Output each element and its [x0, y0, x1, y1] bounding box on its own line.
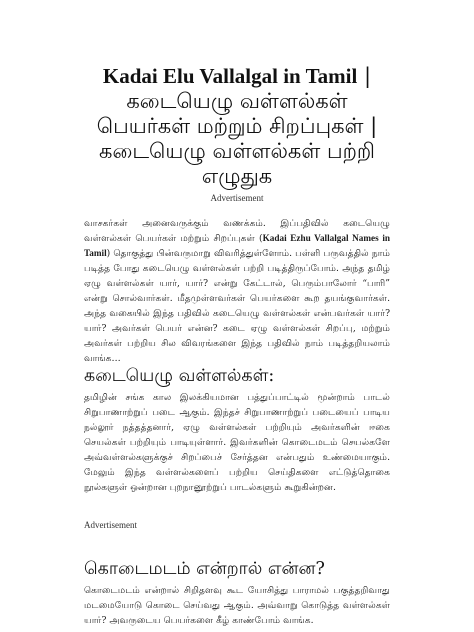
intro-text-part1: வாசகர்கள் அனைவருக்கும் வணக்கம். இப்பதிவில் கடையெழு வள்ளல்கள் பெயர்கள் மற்றும் சிறப்புகள் (: [84, 218, 390, 244]
intro-paragraph: [84, 216, 390, 366]
section-paragraph-kodaimadam: கொடைமடம் என்றால் சிறிதளவு கூட யோசித்து பாராமல் பகுத்தறிவாது மடமையோடு கொடை செய்வது ஆகும். அவ்வாறு கொடுத்த வள்ளல்கள் யார்? அவருடைய பெயர்களை கீழ் காண்போம் வாங்க.: [84, 585, 390, 626]
article-title-separator: |: [357, 64, 372, 88]
intro-text-part2: ) தொகுத்து பின்வருமாறு விவரித்துள்ளோம். பள்ளி பருவத்தில் நாம் படித்த போது கடையெழு வள்ளல்கள் பற்றி படித்திருப்போம். அந்த தமிழ் ஏழு வள்ளல்கள் யார், யார்? என்று கேட்டால், பெரும்பாலோர் “பாரி” என்று சொல்வார்கள். மீதமுள்ளவர்கள் பெயர்களை கூற தயங்குவார்கள். அந்த வகையில் இந்த பதிவில் கடையெழு வள்ளல்கள் என்பவர்கள் யார்? யார்? அவர்கள் பெயர் என்ன? கடை ஏழு வள்ளல்கள் சிறப்பு, மற்றும் அவர்கள் பற்றிய சில விவரங்களை இந்த பதிவில் நாம் படித்தறியலாம் வாங்க…: [84, 248, 390, 364]
article-title: [84, 0, 390, 189]
advertisement-label-top: Advertisement: [210, 193, 264, 203]
article-title-latin: Kadai Elu Vallalgal in Tamil: [102, 64, 358, 88]
section-heading-kodaimadam: கொடைமடம் என்றால் என்ன?: [84, 559, 325, 579]
section-heading-vallalgal: கடையெழு வள்ளல்கள்:: [84, 366, 275, 386]
section-paragraph-vallalgal: தமிழின் சங்க கால இலக்கியமான பத்துப்பாட்டில் மூன்றாம் பாடல் சிறுபாணாற்றுப் படை ஆகும். இந்தச் சிறுபாணாற்றுப் படையைப் பாடிய நல்லூர் நத்தத்தனார், ஏழு வள்ளல்கள் பற்றியும் அவர்களின் ஈகை செயல்கள் பற்றியும் பாடியுள்ளார். இவர்களின் கொடைமடம் செயல்களே அவ்வள்ளல்களுக்குச் சிறப்பைச் சேர்த்தன என்பதும் உண்மையாகும். மேலும் இந்த வள்ளல்களைப் பற்றிய செய்திகளை எட்டுத்தொகை நூல்களுள் ஒன்றான புறநானூற்றுப் பாடல்களும் கூறுகின்றன.: [84, 392, 390, 493]
article-title-tamil: கடையெழு வள்ளல்கள் பெயர்கள் மற்றும் சிறப்புகள் | கடையெழு வள்ளல்கள் பற்றி எழுதுக: [96, 89, 378, 188]
advertisement-label-mid: Advertisement: [84, 520, 137, 530]
intro-bold-phrase: Kadai Ezhu Vallalgal Names in Tamil: [84, 233, 391, 258]
